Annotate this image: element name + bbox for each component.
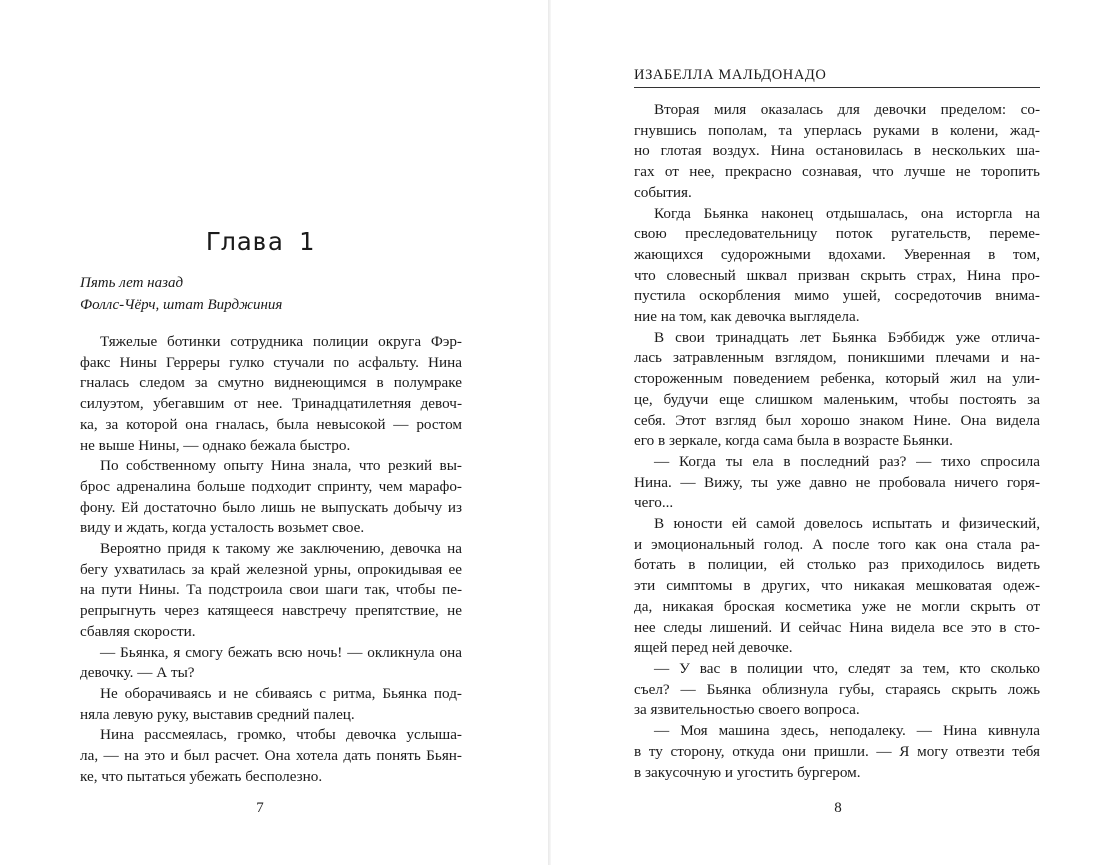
text-line: — У вас в полиции что, следят за тем, кто сколько [654, 659, 1040, 677]
text-line: себя. Этот взгляд был хорошо знаком Нине. Она видела [634, 411, 1040, 429]
chapter-title: Глава 1 [205, 227, 315, 256]
text-line: и эмоциональный голод. А после того как она стала ра- [634, 535, 1040, 553]
paragraph [80, 456, 462, 539]
text-line: репрыгнуть через катящееся навстречу препятствие, не [80, 602, 462, 620]
text-line: — Бьянка, я смогу бежать всю ночь! — окликнула она [100, 643, 462, 661]
text-line: Тяжелые ботинки сотрудника полиции округа Фэр- [100, 333, 462, 350]
text-line: — Моя машина здесь, неподалеку. — Нина кивнула [654, 722, 1040, 740]
text-line: В свои тринадцать лет Бьянка Бэббидж уже отлича- [654, 328, 1040, 346]
text-line: ка, за которой она гналась, была невысокой — ростом [80, 415, 462, 433]
running-head: ИЗАБЕЛЛА МАЛЬДОНАДО [634, 66, 1040, 88]
text-line: на пути Нины. Та подстроила свои шаги так, чтобы пе- [80, 581, 462, 599]
text-line: Нина. — Вижу, ты уже давно не пробовала ничего горя- [634, 473, 1040, 491]
paragraph [634, 721, 1040, 783]
text-line: события. [634, 183, 692, 201]
text-line: нее следы лишений. И сейчас Нина видела все это в сто- [634, 618, 1040, 636]
text-line: чего... [634, 494, 674, 512]
text-line: — Когда ты ела в последний раз? — тихо спросила [654, 452, 1040, 470]
text-line: ла, — на это и был расчет. Она хотела дать понять Бьян- [80, 747, 462, 765]
text-line: лась затравленным взглядом, поникшими плечами и на- [634, 349, 1040, 367]
paragraph [634, 659, 1040, 721]
left-page [0, 0, 549, 865]
text-line: брос адреналина больше подходит спринту, чем марафо- [80, 477, 462, 495]
text-line: гналась следом за смутно виднеющимся в полумраке [80, 374, 462, 392]
text-line: свою преследовательницу поток ругательств, переме- [634, 225, 1040, 243]
text-line: Не оборачиваясь и не сбиваясь с ритма, Бьянка под- [100, 684, 462, 702]
text-line: съел? — Бьянка облизнула губы, стараясь скрыть ложь [634, 680, 1040, 698]
paragraph [634, 514, 1040, 659]
text-line: его в зеркале, когда сама была в возрасте Бьянки. [634, 432, 953, 450]
text-line: ящей перед ней девочке. [634, 639, 793, 657]
epigraph-place: Фоллс-Чёрч, штат Вирджиния [80, 297, 283, 313]
text-line: да, никакая броская косметика уже не могли скрыть от [634, 597, 1040, 615]
text-line: бегу ухватилась за край железной урны, опрокидывая ее [80, 560, 462, 578]
text-line: эти симптомы в других, что никакая мешковатая одеж- [634, 577, 1040, 595]
text-line: Нина рассмеялась, громко, чтобы девочка услыша- [100, 726, 462, 744]
text-line: стороженным поведением ребенка, который жил на ули- [634, 370, 1040, 388]
left-body-text [80, 332, 462, 787]
text-line: за язвительностью своего вопроса. [634, 701, 860, 719]
paragraph [80, 332, 462, 456]
text-line: девочку. — А ты? [80, 664, 195, 682]
right-body-text [634, 100, 1040, 783]
paragraph [80, 725, 462, 787]
page-number-right: 8 [834, 800, 842, 816]
text-line: Вероятно придя к такому же заключению, девочка на [100, 540, 462, 558]
text-line: ке, что пытаться убежать бесполезно. [80, 767, 323, 785]
paragraph [634, 452, 1040, 514]
text-line: Когда Бьянка наконец отдышалась, она исторгла на [654, 204, 1040, 222]
text-line: что словесный шквал призван скрыть страх, Нина про- [634, 266, 1040, 284]
text-line: сбавляя скорости. [80, 622, 196, 640]
text-line: но глотая воздух. Нина остановилась в нескольких ша- [634, 142, 1040, 160]
text-line: виду и ждать, когда усталость возьмет свое. [80, 519, 365, 537]
text-line: факс Нины Герреры гулко стучали по асфальту. Нина [80, 353, 462, 371]
paragraph [80, 539, 462, 643]
text-line: В юности ей самой довелось испытать и физический, [654, 515, 1040, 533]
text-line: По собственному опыту Нина знала, что резкий вы- [100, 457, 462, 475]
text-line: Вторая миля оказалась для девочки пределом: со- [654, 101, 1040, 118]
epigraph [80, 272, 460, 316]
text-line: не выше Нины, — однако бежала быстро. [80, 436, 351, 454]
paragraph [80, 643, 462, 684]
text-line: в ту сторону, откуда они пришли. — Я могу отвезти тебя [634, 742, 1040, 760]
page-number-left: 7 [256, 800, 264, 816]
text-line: ние на том, как девочка выглядела. [634, 308, 860, 326]
paragraph [634, 328, 1040, 452]
epigraph-time: Пять лет назад [80, 275, 184, 291]
text-line: ботать в полиции, ей столько раз приходилось видеть [634, 556, 1040, 574]
text-line: пустила оскорбления мимо ушей, сосредоточив внима- [634, 287, 1040, 305]
right-page [551, 0, 1099, 865]
text-line: це, будучи еще слишком маленьким, чтобы постоять за [634, 390, 1040, 408]
text-line: в закусочную и угостить бургером. [634, 763, 861, 781]
text-line: гах от нее, прекрасно сознавая, что лучше не торопить [634, 163, 1040, 181]
text-line: фону. Ей достаточно было лишь не выпускать добычу из [80, 498, 462, 516]
text-line: жающихся судорожными вдохами. Уверенная в том, [634, 245, 1040, 263]
text-line: силуэтом, убегавшим от нее. Тринадцатилетняя девоч- [80, 395, 462, 413]
text-line: няла левую руку, выставив средний палец. [80, 705, 355, 723]
paragraph [80, 684, 462, 725]
paragraph [634, 204, 1040, 328]
text-line: гнувшись пополам, та уперлась руками в колени, жад- [634, 121, 1040, 139]
paragraph [634, 100, 1040, 204]
